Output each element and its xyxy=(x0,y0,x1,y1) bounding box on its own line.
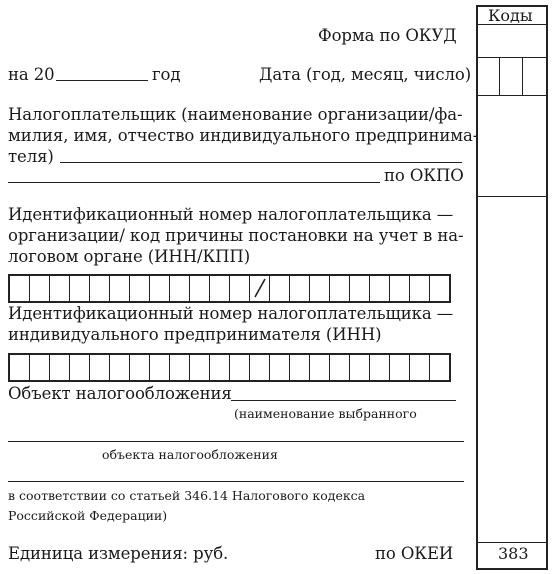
date-cell-bottom xyxy=(477,95,547,96)
codes-header-divider xyxy=(477,24,547,25)
date-cell-divider-1 xyxy=(499,57,500,95)
inn-kpp-cells[interactable] xyxy=(8,274,451,303)
inn-kpp-label-line2: организации/ код причины постановки на учет в на- xyxy=(8,226,464,245)
unit-label: Единица измерения: руб. xyxy=(8,544,229,563)
okud-label: Форма по ОКУД xyxy=(318,26,457,45)
year-suffix: год xyxy=(152,65,181,84)
date-label: Дата (год, месяц, число) xyxy=(259,65,472,84)
object-label: Объект налогообложения xyxy=(8,384,232,403)
inn-kpp-label-line3: логовом органе (ИНН/КПП) xyxy=(8,247,251,266)
inn-ip-label-line1: Идентификационный номер налогоплательщика — xyxy=(8,304,454,323)
taxpayer-label-line1: Налогоплательщик (наименование организации/фа- xyxy=(8,105,463,124)
inn-ip-label-line2: индивидуального предпринимателя (ИНН) xyxy=(8,325,382,344)
inn-kpp-label-line1: Идентификационный номер налогоплательщика — xyxy=(8,205,454,224)
object-hint-1: (наименование выбранного xyxy=(234,406,417,421)
inn-ip-cells[interactable] xyxy=(8,353,451,382)
taxpayer-label-line2: милия, имя, отчество индивидуального предпринима- xyxy=(8,126,479,145)
okei-label: по ОКЕИ xyxy=(375,544,454,563)
law-line-2: Российской Федерации) xyxy=(8,508,168,523)
object-field-2[interactable] xyxy=(8,441,464,442)
taxpayer-name-field-2[interactable] xyxy=(8,182,380,183)
okpo-cell-bottom xyxy=(477,196,547,197)
date-cell-divider-2 xyxy=(522,57,523,95)
codes-header: Коды xyxy=(488,6,533,25)
okei-code: 383 xyxy=(498,544,529,563)
law-line-1: в соответствии со статьей 346.14 Налогового кодекса xyxy=(8,488,366,503)
taxpayer-name-field[interactable] xyxy=(60,162,462,163)
okpo-label: по ОКПО xyxy=(384,166,464,185)
object-field[interactable] xyxy=(231,400,456,401)
codes-column xyxy=(476,5,548,570)
taxpayer-label-line3: теля) xyxy=(8,147,54,166)
okei-cell-top xyxy=(477,542,547,543)
object-field-3[interactable] xyxy=(8,481,464,482)
object-hint-2: объекта налогообложения xyxy=(102,447,278,462)
year-field[interactable] xyxy=(56,80,148,81)
okud-cell-bottom xyxy=(477,57,547,58)
year-prefix: на 20 xyxy=(8,65,55,84)
inn-kpp-separator xyxy=(250,276,270,301)
